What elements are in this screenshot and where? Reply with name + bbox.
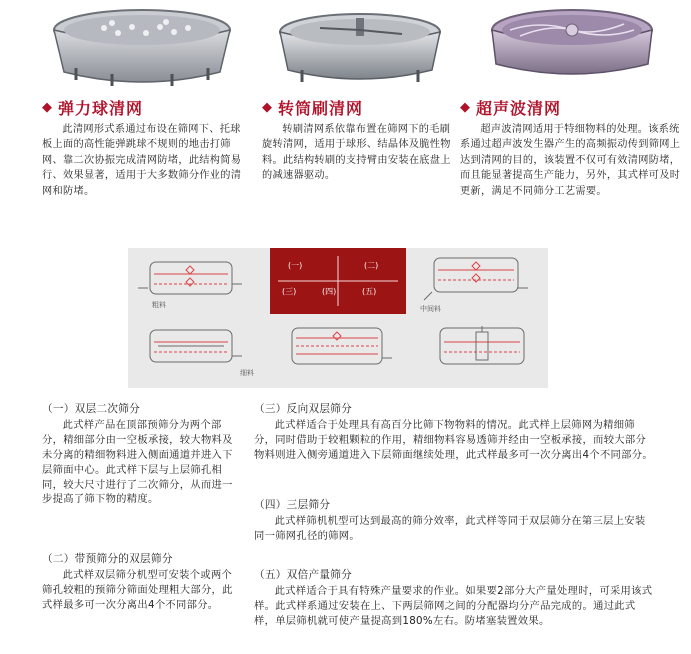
method-heading: （二）带预筛分的双层筛分 xyxy=(42,553,173,565)
diagram-3 xyxy=(150,330,242,362)
method-3 xyxy=(254,402,654,463)
method-4 xyxy=(254,498,654,544)
label-coarse: 粗料 xyxy=(152,301,166,309)
section-rotary-brush xyxy=(262,0,458,184)
screening-diagram-panel xyxy=(128,248,548,388)
section-bouncing-ball xyxy=(42,0,242,199)
diamond-bullet-icon: ◆ xyxy=(42,100,52,115)
method-heading: （一）双层二次筛分 xyxy=(42,403,141,415)
diamond-bullet-icon: ◆ xyxy=(460,100,470,115)
diagram-2 xyxy=(424,258,528,300)
label-middle: 中间料 xyxy=(420,305,441,313)
bouncing-ball-screen-photo xyxy=(42,0,242,92)
section-heading xyxy=(460,96,684,119)
legend-label-1: (一) xyxy=(288,261,303,270)
section-title: 超声波清网 xyxy=(476,99,562,118)
method-5 xyxy=(254,568,654,629)
legend-label-5: (五) xyxy=(362,287,377,296)
section-ultrasonic xyxy=(460,0,684,199)
section-heading xyxy=(42,96,242,119)
method-2 xyxy=(42,552,242,613)
method-body: 此式样适合于具有特殊产量要求的作业。如果要2部分大产量处理时，可采用该式样。此式样系通过安装在上、下两层筛网之间的分配器均分产品完成的。通过此式样，单层筛机就可使产量提高到180%左右。防堵塞装置效果。 xyxy=(254,584,653,627)
method-heading: （三）反向双层筛分 xyxy=(254,403,353,415)
legend-label-3: (三) xyxy=(282,287,297,296)
legend-label-4: (四) xyxy=(322,287,337,296)
method-1 xyxy=(42,402,242,507)
diamond-bullet-icon: ◆ xyxy=(262,100,272,115)
diagram-5 xyxy=(440,326,524,364)
rotary-brush-screen-photo xyxy=(262,0,458,92)
section-body: 超声波清网适用于特细物料的处理。该系统系通过超声波发生器产生的高频振动传到筛网上达到清网的目的，该装置不仅可有效清网防堵，而且能显著提高生产能力，另外，其式样可及时更新，满足不同筛分工艺需要。 xyxy=(460,124,681,197)
legend-label-2: (二) xyxy=(364,261,379,270)
method-body: 此式样双层筛分机型可安装个或两个筛孔较粗的预筛分筛面处理粗大部分，此式样最多可一次分离出4个不同部分。 xyxy=(42,568,233,611)
method-body: 此式样筛机机型可达到最高的筛分效率，此式样等同于双层筛分在第三层上安装同一筛网孔径的筛网。 xyxy=(254,514,646,542)
section-title: 弹力球清网 xyxy=(58,99,144,118)
section-title: 转筒刷清网 xyxy=(278,99,364,118)
label-fine: 细料 xyxy=(240,369,254,377)
method-heading: （四）三层筛分 xyxy=(254,499,331,511)
section-body: 此清网形式系通过布设在筛网下、托球板上面的高性能弹跳球不规则的地击打筛网、靠二次协振完成清网防堵，此结构简易行、效果显著，适用于大多数筛分作业的清网和防堵。 xyxy=(42,124,242,197)
diagram-1 xyxy=(138,262,242,294)
ultrasonic-screen-photo xyxy=(460,0,684,92)
diagram-4 xyxy=(292,328,392,364)
section-heading xyxy=(262,96,458,119)
method-body: 此式样产品在顶部预筛分为两个部分，精细部分由一空板承接，较大物料及未分离的精细物料进入侧面通道并进入下层筛面中心。此式样下层与上层筛孔相同，较大尺寸进行了二次筛分，从而进一步提高了筛下物的精度。 xyxy=(42,418,233,506)
method-heading: （五）双倍产量筛分 xyxy=(254,569,353,581)
section-body: 转刷清网系依靠布置在筛网下的毛刷旋转清网，适用于球形、结晶体及脆性物料。此结构转刷的支持臂由安装在底盘上的减速器驱动。 xyxy=(262,124,451,182)
method-body: 此式样适合于处理具有高百分比筛下物物料的情况。此式样上层筛网为精细筛分，同时借助于较粗颗粒的作用，精细物料容易透筛并经由一空板承接，而较大部分物料则进入侧旁通道进入下层筛面继续处理，此式样最多可一次分离出4个不同部分。 xyxy=(254,418,653,461)
